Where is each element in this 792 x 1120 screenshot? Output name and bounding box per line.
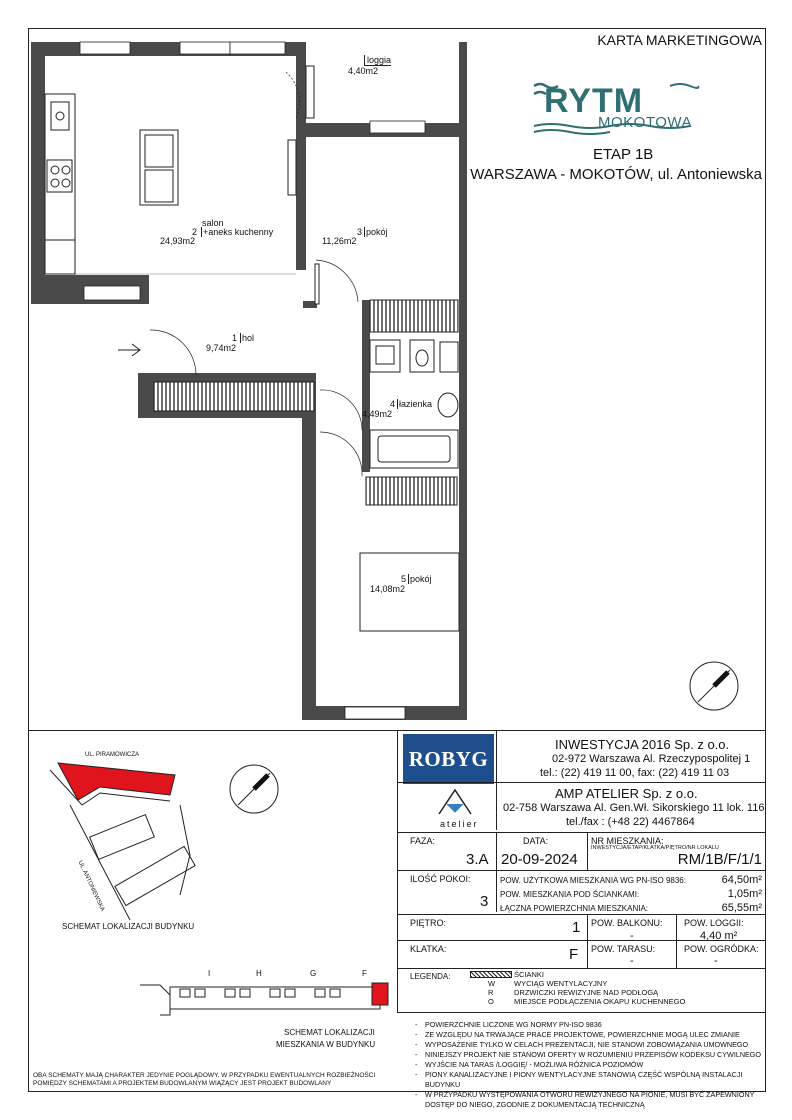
brand-mokotowa: MOKOTOWA bbox=[598, 114, 692, 131]
data-value: 20-09-2024 bbox=[501, 851, 578, 868]
stair-label: I bbox=[208, 969, 211, 978]
stair-label: G bbox=[310, 969, 317, 978]
legend-symbol: O bbox=[488, 997, 494, 1006]
area-row-value: 1,05m² bbox=[727, 888, 762, 900]
room-5-name: pokój bbox=[410, 574, 432, 584]
room-5-num: 5 bbox=[401, 574, 407, 584]
room-5-area: 14,08m2 bbox=[370, 584, 406, 594]
legend-item: ŚCIANKI bbox=[514, 970, 545, 979]
rooms-value: 3 bbox=[480, 893, 489, 910]
rooms-label: ILOŚĆ POKOI: bbox=[410, 874, 471, 884]
garden-value: - bbox=[714, 955, 718, 967]
floor-label: PIĘTRO: bbox=[410, 918, 447, 928]
disclaimer-line-2: POMIĘDZY SCHEMATAMI A PROJEKTEM BUDOWLANYM WIĄŻĄCY JEST PROJEKT BUDOWLANY bbox=[33, 1080, 332, 1087]
building-plan-caption-1: SCHEMAT LOKALIZACJI bbox=[284, 1028, 375, 1037]
room-4-num: 4 bbox=[390, 399, 396, 409]
building-plan-caption-2: MIESZKANIA W BUDYNKU bbox=[276, 1040, 376, 1049]
investor-address: 02-972 Warszawa Al. Rzeczypospolitej 1 bbox=[552, 753, 751, 765]
card-title: KARTA MARKETINGOWA bbox=[597, 32, 762, 48]
room-loggia-name: loggia bbox=[364, 55, 391, 66]
room-1-name: hol bbox=[242, 333, 255, 343]
room-3-area: 11,26m2 bbox=[322, 236, 357, 246]
garden-label: POW. OGRÓDKA: bbox=[684, 944, 759, 954]
site-plan bbox=[40, 745, 220, 920]
note-item: - ZE WZGLĘDU NA TRWAJĄCE PRACE PROJEKTOWE, POWIERZCHNIE MOGĄ ULEC ZMIANIE bbox=[415, 1030, 765, 1040]
room-salon-name-1: salon bbox=[202, 218, 224, 228]
loggia-label: POW. LOGGII: bbox=[684, 918, 744, 928]
wall-legend-icon bbox=[470, 971, 512, 978]
room-3-num: 3 bbox=[357, 227, 363, 237]
nr-label: NR MIESZKANIA: bbox=[591, 836, 664, 846]
nr-sublabel: INWESTYCJA/ETAP/KLATKA/PIĘTRO/NR LOKALU bbox=[591, 845, 719, 851]
compass-icon bbox=[688, 660, 740, 712]
note-item: - WYPOSAŻENIE TYLKO W CELACH PREZENTACJI, NIE STANOWI ZOBOWIĄZANIA UMOWNEGO bbox=[415, 1040, 765, 1050]
legend-item: MIEJSCE PODŁĄCZENIA OKAPU KUCHENNEGO bbox=[514, 997, 686, 1006]
data-label: DATA: bbox=[523, 836, 549, 846]
room-salon-area: 24,93m2 bbox=[160, 236, 196, 246]
note-item: - PIONY KANALIZACYJNE I PIONY WENTYLACYJNE STANOWIĄ CZĘŚĆ WSPÓLNĄ INSTALACJI BUDYNKU bbox=[415, 1070, 765, 1090]
area-row-value: 64,50m² bbox=[721, 874, 762, 886]
building-plan bbox=[130, 975, 392, 1017]
legend-symbol: R bbox=[488, 988, 494, 997]
atelier-logo-icon bbox=[435, 786, 475, 818]
balcony-label: POW. BALKONU: bbox=[591, 918, 663, 928]
room-salon-name-2: +aneks kuchenny bbox=[203, 227, 274, 237]
note-item: - NINIEJSZY PROJEKT NIE STANOWI OFERTY W ROZUMIENIU PRZEPISÓW KODEKSU CYWILNEGO bbox=[415, 1050, 765, 1060]
street-label: UL. ANTONIEWSKA bbox=[76, 860, 106, 913]
robyg-logo: ROBYG bbox=[403, 734, 494, 784]
notes-list bbox=[415, 1020, 765, 1110]
legend-symbol: W bbox=[488, 979, 496, 988]
brand-rytm: RYTM bbox=[544, 82, 644, 120]
site-plan-caption: SCHEMAT LOKALIZACJI BUDYNKU bbox=[62, 922, 195, 931]
room-1-area: 9,74m2 bbox=[206, 343, 237, 353]
legend-item: DRZWICZKI REWIZYJNE NAD PODŁOGĄ bbox=[514, 988, 659, 997]
investor-phone: tel.: (22) 419 11 00, fax: (22) 419 11 03 bbox=[540, 767, 730, 779]
area-row-value: 65,55m² bbox=[721, 902, 762, 914]
note-item: - POWIERZCHNIE LICZONE WG NORMY PN-ISO 9836 bbox=[415, 1020, 765, 1030]
faza-label: FAZA: bbox=[410, 836, 436, 846]
legend-item: WYCIĄG WENTYLACYJNY bbox=[514, 979, 608, 988]
architect-address: 02-758 Warszawa Al. Gen.Wł. Sikorskiego 11 lok. 116 bbox=[503, 802, 765, 814]
note-item: - W PRZYPADKU WYSTĘPOWANIA OTWORU REWIZYJNEGO NA PIONIE, MUSI BYĆ ZAPEWNIONY DOSTĘP DO NIEGO, ZGODNIE Z DOKUMENTACJĄ TECHNICZNĄ bbox=[415, 1090, 765, 1110]
stair-label-field: KLATKA: bbox=[410, 944, 447, 954]
investor-name: INWESTYCJA 2016 Sp. z o.o. bbox=[555, 737, 730, 752]
compass-icon bbox=[228, 763, 280, 815]
room-4-name: łazienka bbox=[399, 399, 433, 409]
terrace-label: POW. TARASU: bbox=[591, 944, 656, 954]
disclaimer-line-1: OBA SCHEMATY MAJĄ CHARAKTER JEDYNIE POGLĄDOWY, W PRZYPADKU EWENTUALNYCH ROZBIEŻNOŚCI bbox=[33, 1072, 376, 1079]
area-row-label: ŁĄCZNA POWIERZCHNIA MIESZKANIA: bbox=[500, 904, 649, 913]
architect-phone: tel./fax : (+48 22) 4467864 bbox=[566, 816, 695, 828]
atelier-logo-text: atelier bbox=[440, 819, 479, 829]
stage-label: ETAP 1B bbox=[593, 146, 654, 163]
nr-value: RM/1B/F/1/1 bbox=[677, 851, 762, 868]
room-1-num: 1 bbox=[232, 333, 238, 343]
room-salon-num: 2 bbox=[192, 227, 198, 237]
floor-plan bbox=[28, 28, 468, 728]
stair-value: F bbox=[569, 946, 579, 963]
location-label: WARSZAWA - MOKOTÓW, ul. Antoniewska bbox=[470, 166, 762, 183]
street-label: UL. PIRAMOWICZA bbox=[85, 752, 140, 758]
note-item: - WYJŚCIE NA TARAS /LOGGIĘ/ - MOŻLIWA RÓŻNICA POZIOMÓW bbox=[415, 1060, 765, 1070]
floor-value: 1 bbox=[572, 919, 581, 936]
legend-title: LEGENDA: bbox=[410, 972, 451, 981]
balcony-value: - bbox=[630, 930, 634, 942]
room-3-name: pokój bbox=[366, 227, 388, 237]
stair-label: F bbox=[362, 969, 367, 978]
area-row-label: POW. MIESZKANIA POD ŚCIANKAMI: bbox=[500, 890, 640, 899]
architect-name: AMP ATELIER Sp. z o.o. bbox=[555, 786, 698, 801]
stair-label: H bbox=[256, 969, 262, 978]
room-loggia-area: 4,40m2 bbox=[348, 66, 379, 76]
room-4-area: 4,49m2 bbox=[362, 409, 393, 419]
loggia-value: 4,40 m² bbox=[700, 930, 738, 942]
rytm-mokotowa-logo bbox=[530, 78, 700, 138]
terrace-value: - bbox=[630, 955, 634, 967]
area-row-label: POW. UŻYTKOWA MIESZKANIA WG PN-ISO 9836: bbox=[500, 876, 686, 885]
faza-value: 3.A bbox=[466, 851, 489, 868]
